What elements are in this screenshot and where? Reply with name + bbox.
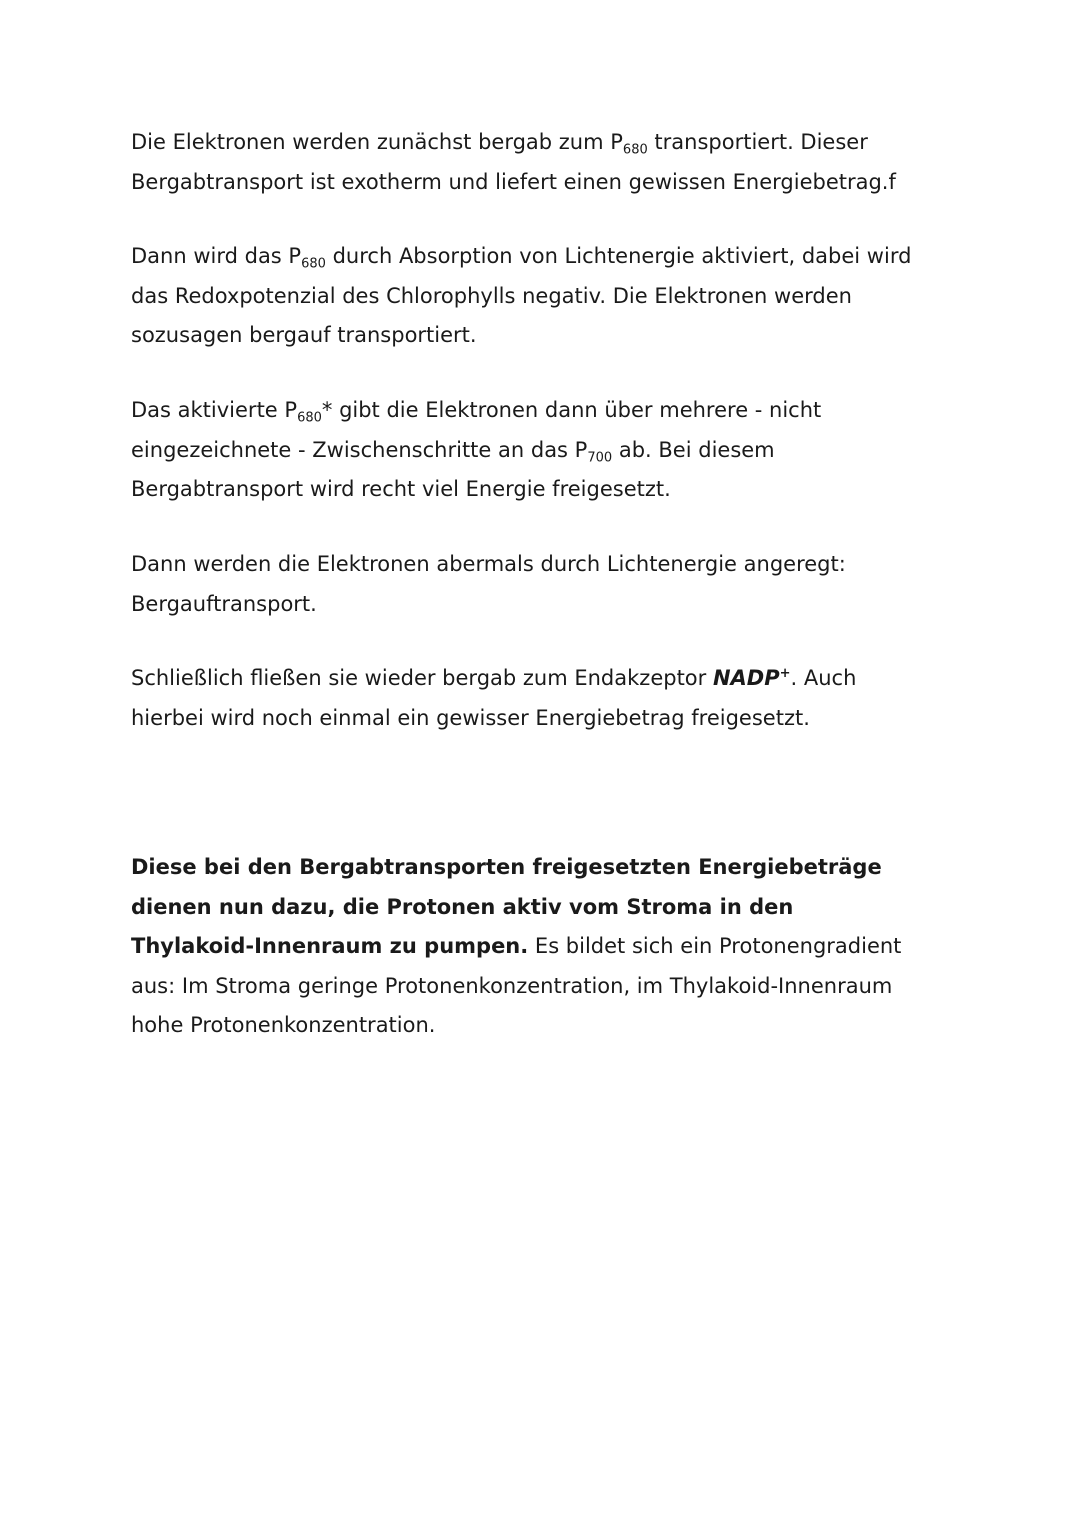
text-segment: Schließlich fließen sie wieder bergab zum Endakzeptor	[131, 666, 713, 690]
text-segment: Es bildet sich ein Protonengradient	[528, 934, 902, 959]
text-line: das Redoxpotenzial des Chlorophylls negativ. Die Elektronen werden	[131, 283, 852, 308]
text-segment: durch Absorption von Lichtenergie aktiviert, dabei wird	[325, 244, 912, 268]
text-segment: Thylakoid-Innenraum zu pumpen.	[131, 934, 529, 959]
text-line	[131, 927, 961, 967]
text-line	[131, 123, 961, 163]
paragraph-electron-transport-p680	[131, 123, 961, 202]
text-segment: Dann wird das P	[131, 244, 302, 268]
nadp-term	[713, 666, 791, 690]
paragraph-proton-gradient	[131, 848, 961, 1046]
text-line: hohe Protonenkonzentration.	[131, 1013, 436, 1038]
text-line	[131, 237, 961, 277]
text-segment: * gibt die Elektronen dann über mehrere - nicht	[321, 398, 822, 422]
text-line: Bergabtransport ist exotherm und liefert einen gewissen Energiebetrag.f	[131, 169, 896, 194]
text-line: Dann werden die Elektronen abermals durch Lichtenergie angeregt:	[131, 552, 846, 576]
subscript: 700	[587, 450, 613, 466]
text-segment: NADP	[712, 666, 780, 690]
text-line	[131, 431, 961, 471]
text-line: Diese bei den Bergabtransporten freigesetzten Energiebeträge	[131, 855, 882, 879]
text-segment: ab. Bei diesem	[612, 437, 775, 462]
paragraph-second-excitation	[131, 545, 961, 624]
text-line: aus: Im Stroma geringe Protonenkonzentration, im Thylakoid-Innenraum	[131, 973, 893, 998]
paragraph-p680-to-p700	[131, 391, 961, 510]
paragraph-p680-activation	[131, 237, 961, 356]
superscript: +	[779, 666, 791, 682]
text-line	[131, 659, 961, 699]
text-line	[131, 391, 961, 431]
text-segment: transportiert. Dieser	[647, 130, 868, 154]
paragraph-nadp-acceptor	[131, 659, 961, 738]
text-line: Bergauftransport.	[131, 591, 317, 616]
text-segment: Die Elektronen werden zunächst bergab zum P	[131, 130, 623, 154]
text-line: Bergabtransport wird recht viel Energie freigesetzt.	[131, 477, 671, 502]
subscript: 680	[297, 410, 322, 426]
subscript: 680	[301, 256, 326, 272]
text-segment: Das aktivierte P	[131, 398, 298, 422]
text-segment: . Auch	[790, 666, 857, 690]
text-line: sozusagen bergauf transportiert.	[131, 323, 477, 348]
text-segment: eingezeichnete - Zwischenschritte an das P	[131, 437, 588, 462]
text-line: hierbei wird noch einmal ein gewisser Energiebetrag freigesetzt.	[131, 705, 810, 730]
text-line: dienen nun dazu, die Protonen aktiv vom Stroma in den	[131, 894, 794, 919]
subscript: 680	[622, 142, 648, 158]
